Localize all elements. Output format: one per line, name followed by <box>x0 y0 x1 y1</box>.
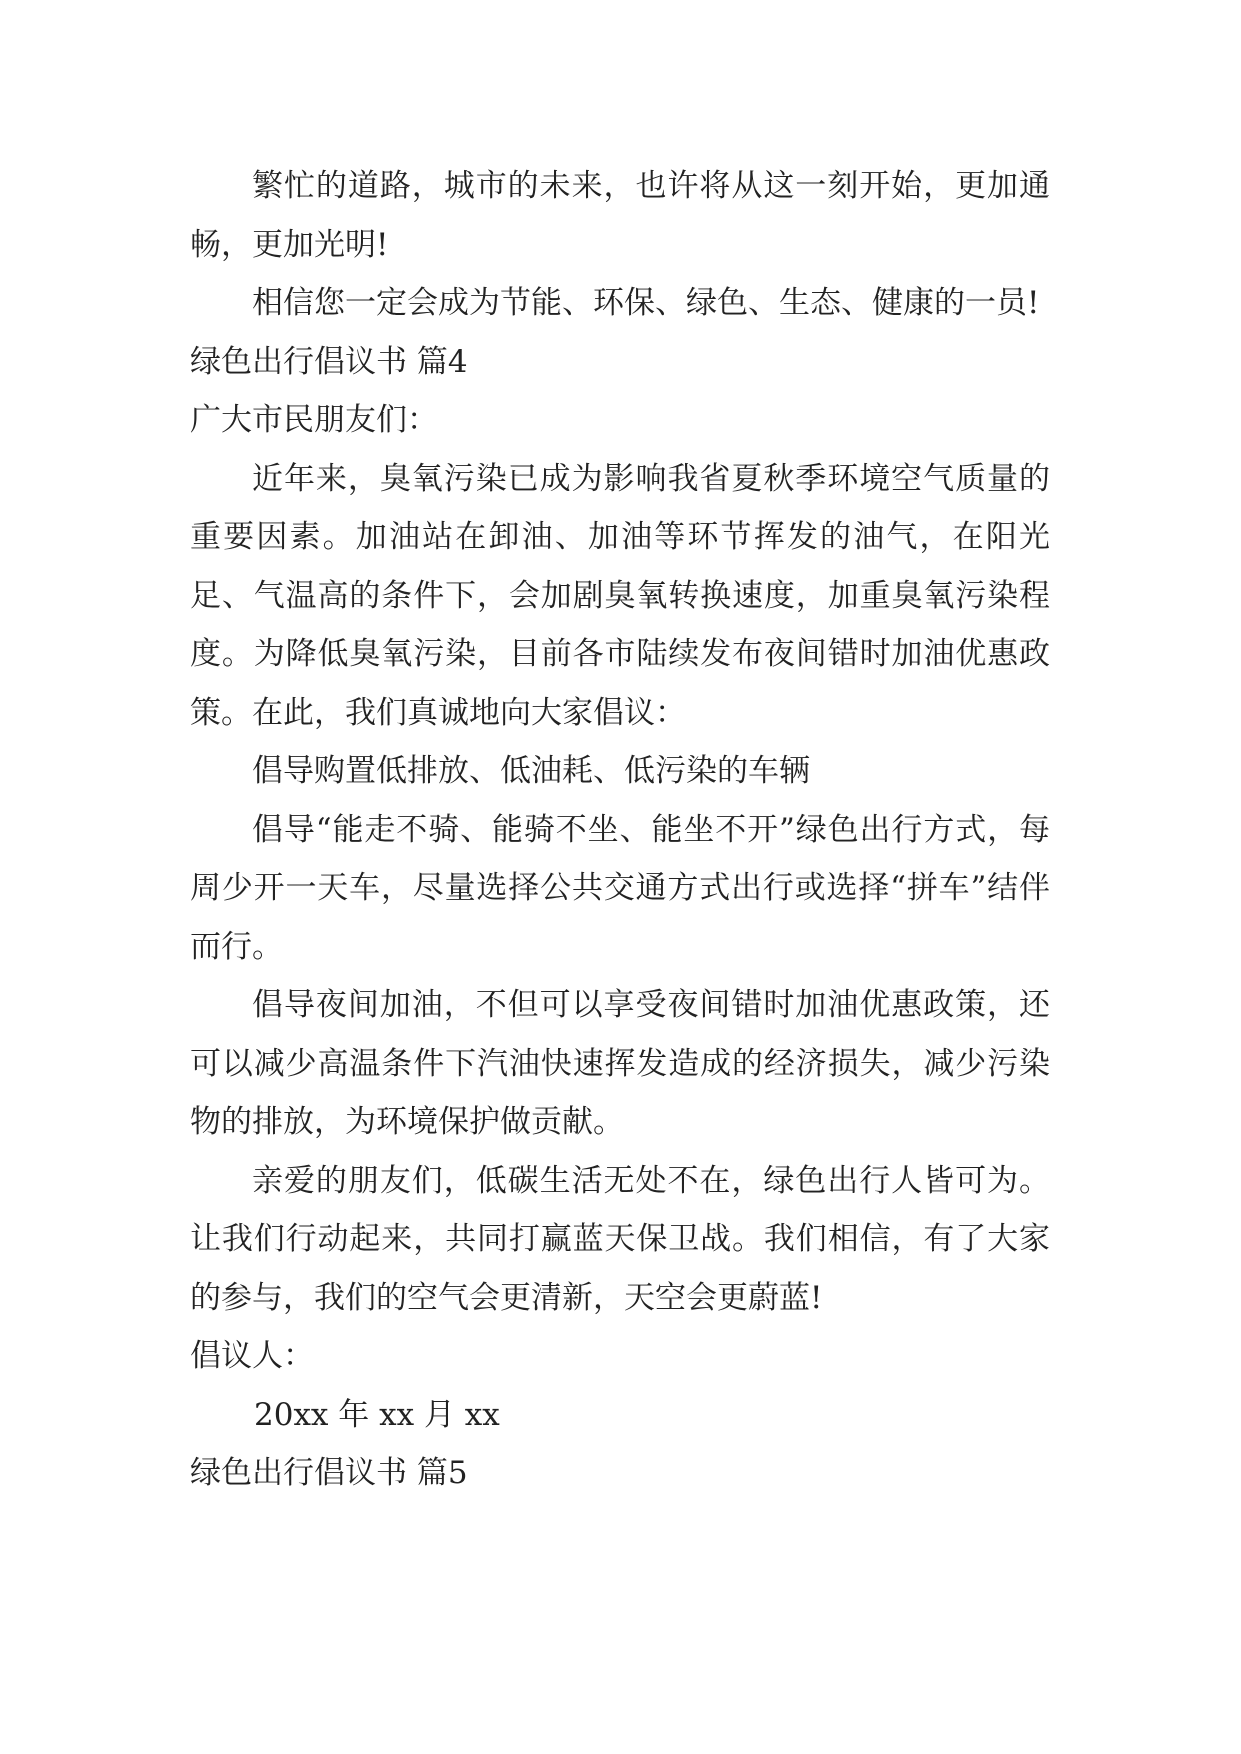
salutation: 广大市民朋友们： <box>190 402 438 438</box>
paragraph-closing-road: 繁忙的道路，城市的未来，也许将从这一刻开始，更加通畅，更加光明! <box>190 168 1050 263</box>
paragraph-ozone-intro: 近年来，臭氧污染已成为影响我省夏秋季环境空气质量的重要因素。加油站在卸油、加油等环节挥发的油气，在阳光足、气温高的条件下，会加剧臭氧转换速度，加重臭氧污染程度。为降低臭氧污染，目前各市陆续发布夜间错时加油优惠政策。在此，我们真诚地向大家倡议： <box>190 460 1050 731</box>
proposer-label: 倡议人： <box>190 1338 314 1374</box>
date-line: 20xx 年 xx 月 xx <box>254 1396 500 1433</box>
paragraph-closing-member: 相信您一定会成为节能、环保、绿色、生态、健康的一员! <box>252 285 1040 321</box>
paragraph-vehicle-proposal: 倡导购置低排放、低油耗、低污染的车辆 <box>252 753 810 789</box>
paragraph-night-refuel-proposal: 倡导夜间加油，不但可以享受夜间错时加油优惠政策，还可以减少高温条件下汽油快速挥发造成的经济损失，减少污染物的排放，为环境保护做贡献。 <box>190 987 1050 1140</box>
document-body <box>190 157 1050 1503</box>
section-heading-4: 绿色出行倡议书 篇4 <box>190 343 468 380</box>
section-heading-5: 绿色出行倡议书 篇5 <box>190 1455 468 1491</box>
paragraph-green-travel-proposal: 倡导“能走不骑、能骑不坐、能坐不开”绿色出行方式，每周少开一天车，尽量选择公共交通方式出行或选择“拼车”结伴而行。 <box>190 811 1050 965</box>
paragraph-call-to-action: 亲爱的朋友们，低碳生活无处不在，绿色出行人皆可为。让我们行动起来，共同打赢蓝天保卫战。我们相信，有了大家的参与，我们的空气会更清新，天空会更蔚蓝! <box>190 1162 1050 1316</box>
